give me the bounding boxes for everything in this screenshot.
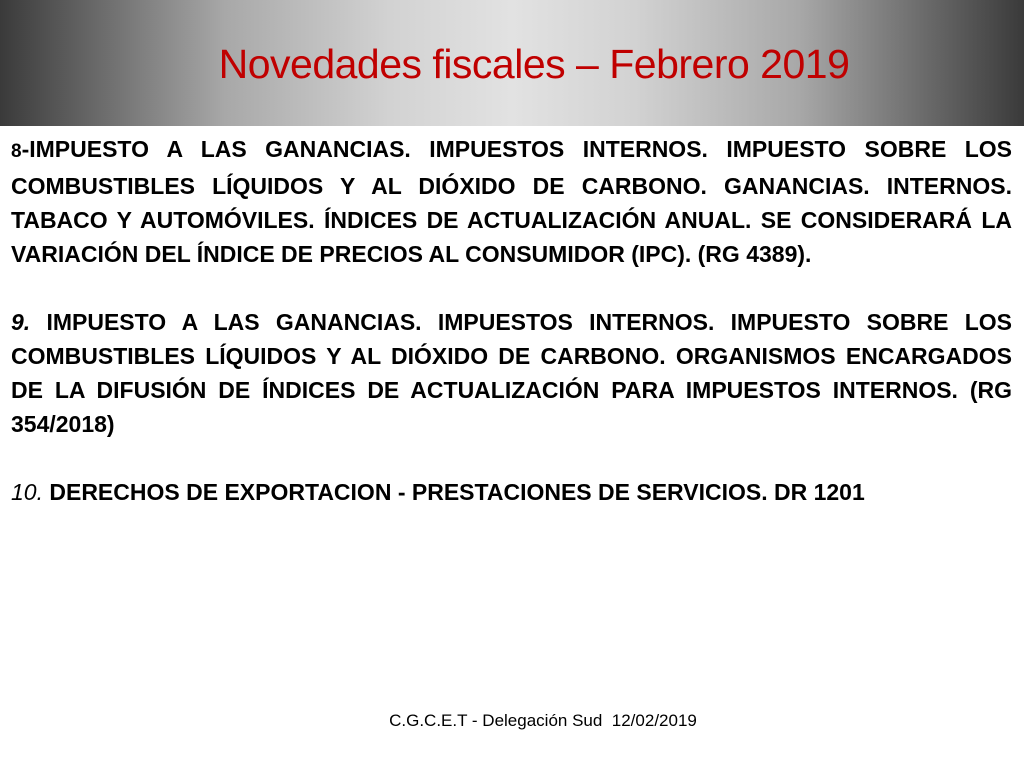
item-number: 9. (11, 309, 31, 335)
list-item-8 (11, 132, 1012, 271)
item-text: DERECHOS DE EXPORTACION - PRESTACIONES DE SERVICIOS. DR 1201 (49, 479, 865, 505)
list-item-10 (11, 475, 1012, 509)
item-separator (30, 309, 46, 335)
item-number: 10. (11, 479, 43, 505)
slide-footer: C.G.C.E.T - Delegación Sud 12/02/2019 (389, 711, 697, 730)
item-separator: - (21, 136, 30, 162)
item-text: IMPUESTO A LAS GANANCIAS. IMPUESTOS INTERNOS. IMPUESTO SOBRE LOS COMBUSTIBLES LÍQUIDOS Y AL DIÓXIDO DE CARBONO. ORGANISMOS ENCARGADOS DE LA DIFUSIÓN DE ÍNDICES DE ACTUALIZACIÓN PARA IMPUESTOS INTERNOS. (RG 354/2018) (11, 309, 1012, 437)
list-item-9 (11, 305, 1012, 441)
item-number: 8 (11, 141, 22, 162)
slide-title: Novedades fiscales – Febrero 2019 (218, 41, 850, 87)
slide-content (11, 132, 1012, 543)
item-text: IMPUESTO A LAS GANANCIAS. IMPUESTOS INTERNOS. IMPUESTO SOBRE LOS COMBUSTIBLES LÍQUIDOS Y AL DIÓXIDO DE CARBONO. GANANCIAS. INTERNOS. TABACO Y AUTOMÓVILES. ÍNDICES DE ACTUALIZACIÓN ANUAL. SE CONSIDERARÁ LA VARIACIÓN DEL ÍNDICE DE PRECIOS AL CONSUMIDOR (IPC). (RG 4389). (11, 136, 1012, 267)
